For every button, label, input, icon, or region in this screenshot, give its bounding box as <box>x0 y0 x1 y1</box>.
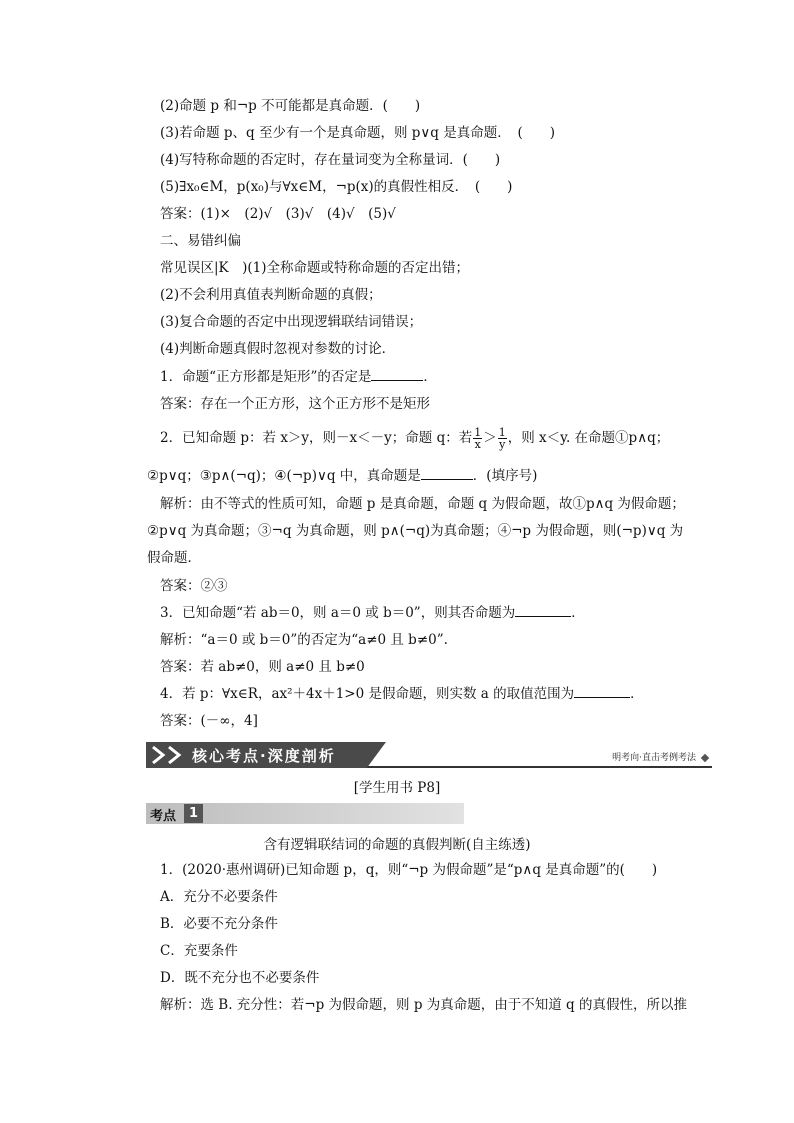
frac2-num: 1 <box>498 426 506 439</box>
question-1-option-b: B．必要不充分条件 <box>160 916 278 932</box>
question-1-stem: 1．(2020·惠州调研)已知命题 p，q，则“¬p 为假命题”是“p∧q 是真命题”的( ) <box>160 862 658 878</box>
answer-blank <box>371 368 423 381</box>
answer-blank <box>421 467 473 480</box>
common-mistake-2: (2)不会利用真值表判断命题的真假； <box>160 287 382 303</box>
exercise-1-text: 1．命题“正方形都是矩形”的否定是 <box>160 369 372 385</box>
greater-sign: ＞ <box>483 430 497 446</box>
exercise-3-answer: 答案：若 ab≠0，则 a≠0 且 b≠0 <box>160 659 365 675</box>
exercise-1-end: ． <box>423 369 437 385</box>
exercise-2-analysis-2: ②p∨q 为真命题；③¬q 为真命题，则 p∧(¬q)为真命题；④¬p 为假命题，则(¬p)∨q 为 <box>147 523 684 539</box>
judge-item-2: (2)命题 p 和¬p 不可能都是真命题．( ) <box>160 98 421 114</box>
section-heading-errors: 二、易错纠偏 <box>160 233 241 249</box>
question-1-option-d: D．既不充分也不必要条件 <box>160 970 320 986</box>
exercise-2-text-a: 2．已知命题 p：若 x＞y，则－x＜－y；命题 q：若 <box>160 430 473 446</box>
exercise-3 <box>160 603 700 623</box>
exercise-2-answer: 答案：②③ <box>160 578 228 594</box>
exercise-1 <box>160 367 700 387</box>
exercise-4-end: ． <box>630 686 644 702</box>
exercise-4 <box>160 684 700 704</box>
fraction-1-over-x <box>473 427 482 450</box>
question-1-option-a: A．充分不必要条件 <box>160 889 278 905</box>
exercise-2-analysis-3: 假命题． <box>147 550 201 566</box>
kaodian-number: 1 <box>184 804 203 823</box>
exercise-2-analysis-1: 解析：由不等式的性质可知，命题 p 是真命题，命题 q 为假命题，故①p∧q 为假命题； <box>160 496 685 512</box>
exercise-1-answer: 答案：存在一个正方形，这个正方形不是矩形 <box>160 396 430 412</box>
exercise-2-line1 <box>160 427 700 450</box>
frac2-den: y <box>499 438 506 451</box>
exercise-3-analysis: 解析：“a＝0 或 b＝0”的否定为“a≠0 且 b≠0”. <box>160 632 448 648</box>
fraction-1-over-y <box>498 427 507 450</box>
judge-item-5: (5)∃x₀∈M，p(x₀)与∀x∈M，¬p(x)的真假性相反． ( ) <box>160 179 513 195</box>
question-1-option-c: C．充要条件 <box>160 943 238 959</box>
answer-blank <box>574 685 630 698</box>
judge-item-3: (3)若命题 p、q 至少有一个是真命题，则 p∨q 是真命题． ( ) <box>160 125 556 141</box>
banner-subtitle <box>612 750 708 763</box>
exercise-3-end: ． <box>571 605 585 621</box>
kaodian-bar <box>146 803 464 824</box>
exercise-2-text-d: ．(填序号) <box>472 468 538 484</box>
section-banner <box>146 742 712 770</box>
frac1-num: 1 <box>474 426 482 439</box>
frac1-den: x <box>474 438 481 451</box>
answer-judge: 答案：(1)× (2)√ (3)√ (4)√ (5)√ <box>160 206 396 222</box>
diamond-icon <box>701 753 709 761</box>
common-mistake-3: (3)复合命题的否定中出现逻辑联结词错误； <box>160 314 423 330</box>
exercise-2-text-c: ②p∨q；③p∧(¬q)；④(¬p)∨q 中，真命题是 <box>147 468 421 484</box>
section-title: 含有逻辑联结词的命题的真假判断(自主练透) <box>263 837 531 853</box>
banner-subtitle-text: 明考向·直击考例考法 <box>612 753 696 763</box>
judge-item-4: (4)写特称命题的否定时，存在量词变为全称量词．( ) <box>160 152 501 168</box>
common-mistake-4: (4)判断命题真假时忽视对参数的讨论． <box>160 341 396 357</box>
exercise-4-text: 4．若 p：∀x∈R，ax²＋4x＋1>0 是假命题，则实数 a 的取值范围为 <box>160 686 575 702</box>
question-1-analysis: 解析：选 B. 充分性：若¬p 为假命题，则 p 为真命题，由于不知道 q 的真假性，所以推 <box>160 997 687 1013</box>
banner-title: 核心考点·深度剖析 <box>192 747 336 765</box>
exercise-2-text-b: ，则 x＜y. 在命题①p∧q； <box>507 430 670 446</box>
book-reference: [学生用书 P8] <box>353 780 441 796</box>
exercise-2-line2 <box>147 466 687 486</box>
common-mistake-1: 常见误区|K )(1)全称命题或特称命题的否定出错； <box>160 260 470 276</box>
exercise-4-answer: 答案：(－∞，4] <box>160 713 258 729</box>
answer-blank <box>515 604 571 617</box>
exercise-3-text: 3．已知命题“若 ab＝0，则 a＝0 或 b＝0”，则其否命题为 <box>160 605 516 621</box>
kaodian-label: 考点 <box>150 809 177 824</box>
chevron-right-icon <box>166 745 184 765</box>
